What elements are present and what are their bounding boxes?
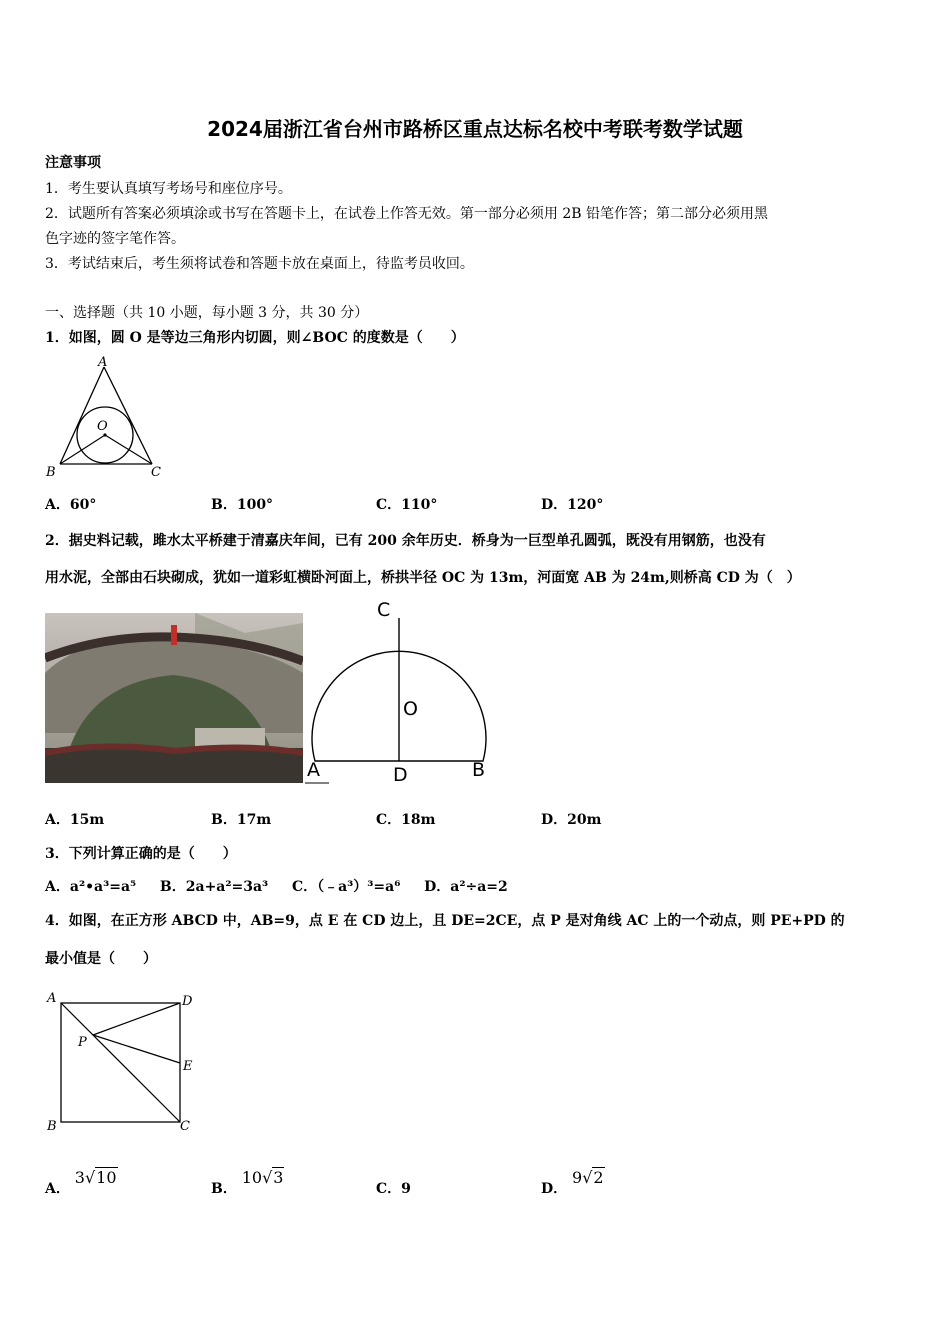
q1-option-a[interactable]: A．60° — [45, 497, 97, 513]
q1-option-d[interactable]: D．120° — [541, 497, 604, 513]
label-b: B — [47, 1119, 57, 1134]
q2-option-c[interactable]: C．18m — [376, 812, 436, 828]
label-b: B — [472, 759, 486, 781]
q2-option-a[interactable]: A．15m — [45, 812, 105, 828]
question-4-line: 最小值是（ ） — [45, 951, 157, 967]
q3-option-d[interactable]: D．a²÷a=2 — [424, 879, 508, 895]
question-3-stem: 3．下列计算正确的是（ ） — [45, 846, 237, 862]
label-e: E — [183, 1059, 193, 1074]
q3-options — [45, 876, 508, 896]
label-a: A — [98, 355, 108, 370]
question-2-line: 2．据史料记载，雎水太平桥建于清嘉庆年间，已有 200 余年历史．桥身为一巨型单孔圆弧，既没有用钢筋，也没有 — [45, 533, 766, 549]
q4-option-a[interactable]: A． 3√10 — [45, 1168, 117, 1197]
label-o: O — [97, 419, 108, 434]
q3-option-c[interactable]: C．（﹣a³）³=a⁶ — [291, 879, 401, 895]
q1-option-c[interactable]: C．110° — [376, 497, 438, 513]
notice-item: 3．考试结束后，考生须将试卷和答题卡放在桌面上，待监考员收回。 — [45, 256, 474, 272]
segment-pd — [93, 1003, 180, 1035]
notice-item: 2．试题所有答案必须填涂或书写在答题卡上，在试卷上作答无效。第一部分必须用 2B 铅笔作答；第二部分必须用黑 — [45, 206, 768, 222]
label-a: A — [307, 759, 320, 781]
label-c: C — [180, 1119, 190, 1134]
q4-option-c[interactable]: C．9 — [376, 1181, 411, 1197]
square-diagram — [44, 990, 204, 1138]
q3-option-a[interactable]: A．a²•a³=a⁵ — [45, 879, 137, 895]
arch-bridge-diagram — [303, 596, 503, 786]
incircle-triangle-figure — [44, 355, 168, 483]
q2-option-d[interactable]: D．20m — [541, 812, 602, 828]
notice-heading: 注意事项 — [45, 155, 101, 171]
label-c: C — [151, 465, 161, 480]
section-heading: 一、选择题（共 10 小题，每小题 3 分，共 30 分） — [45, 305, 369, 321]
q2-option-b[interactable]: B．17m — [211, 812, 272, 828]
label-d: D — [393, 764, 408, 786]
diagonal-ac — [61, 1003, 180, 1122]
label-b: B — [46, 465, 56, 480]
notice-item: 1．考生要认真填写考场号和座位序号。 — [45, 181, 292, 197]
label-d: D — [182, 994, 193, 1009]
segment-pe — [93, 1035, 180, 1063]
notice-item: 色字迹的签字笔作答。 — [45, 231, 185, 247]
question-4-line: 4．如图，在正方形 ABCD 中，AB=9，点 E 在 CD 边上，且 DE=2CE，点 P 是对角线 AC 上的一个动点，则 PE+PD 的 — [45, 913, 845, 929]
label-a: A — [47, 991, 57, 1006]
bridge-photo — [45, 613, 303, 783]
label-c: C — [377, 599, 391, 621]
label-o: O — [403, 698, 418, 720]
label-p: P — [78, 1035, 87, 1050]
question-1-stem: 1．如图，圆 O 是等边三角形内切圆，则∠BOC 的度数是（ ） — [45, 330, 465, 346]
q1-option-b[interactable]: B．100° — [211, 497, 274, 513]
q3-option-b[interactable]: B．2a+a²=3a³ — [159, 879, 269, 895]
page-title: 2024届浙江省台州市路桥区重点达标名校中考联考数学试题 — [207, 117, 743, 141]
question-2-line: 用水泥，全部由石块砌成，犹如一道彩虹横卧河面上，桥拱半径 OC 为 13m，河面宽 AB 为 24m,则桥高 CD 为（ ） — [45, 570, 801, 586]
q4-option-d[interactable]: D． 9√2 — [541, 1168, 604, 1197]
q4-option-b[interactable]: B． 10√3 — [211, 1168, 284, 1197]
